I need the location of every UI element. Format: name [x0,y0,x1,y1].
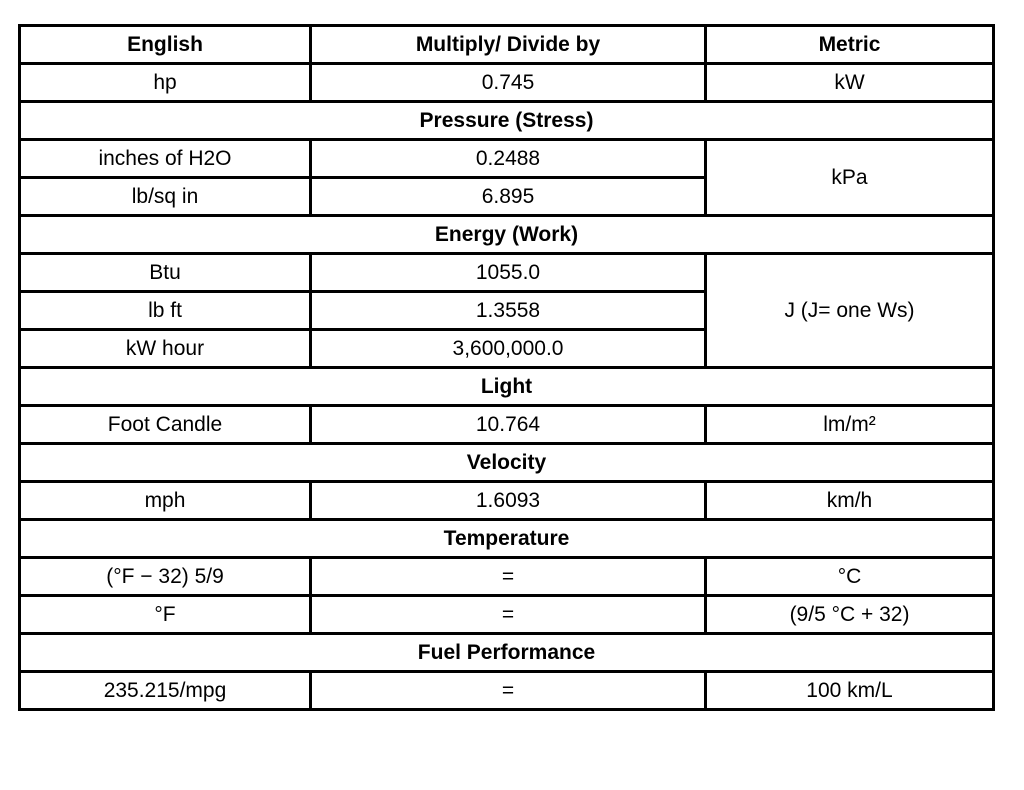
factor-cell: 6.895 [311,178,706,216]
section-title-temperature: Temperature [20,520,994,558]
factor-cell: = [311,596,706,634]
table-row [20,406,994,444]
english-cell: inches of H2O [20,140,311,178]
section-row [20,520,994,558]
factor-cell: 1.6093 [311,482,706,520]
table-row [20,672,994,710]
table-row [20,558,994,596]
table-row [20,482,994,520]
english-cell: mph [20,482,311,520]
metric-cell: lm/m² [706,406,994,444]
factor-cell: 1055.0 [311,254,706,292]
section-row [20,634,994,672]
factor-cell: = [311,672,706,710]
metric-cell: °C [706,558,994,596]
section-row [20,444,994,482]
header-english: English [20,26,311,64]
conversion-table [18,24,995,711]
factor-cell: 0.745 [311,64,706,102]
section-row [20,216,994,254]
english-cell: kW hour [20,330,311,368]
factor-cell: = [311,558,706,596]
english-cell: Foot Candle [20,406,311,444]
metric-cell: 100 km/L [706,672,994,710]
english-cell: lb ft [20,292,311,330]
factor-cell: 1.3558 [311,292,706,330]
metric-cell: kW [706,64,994,102]
metric-cell: km/h [706,482,994,520]
metric-cell: (9/5 °C + 32) [706,596,994,634]
header-metric: Metric [706,26,994,64]
section-title-velocity: Velocity [20,444,994,482]
section-title-energy: Energy (Work) [20,216,994,254]
table-row [20,254,994,292]
factor-cell: 3,600,000.0 [311,330,706,368]
english-cell: 235.215/mpg [20,672,311,710]
english-cell: (°F − 32) 5/9 [20,558,311,596]
metric-cell: J (J= one Ws) [706,254,994,368]
section-title-fuel: Fuel Performance [20,634,994,672]
metric-cell: kPa [706,140,994,216]
table-row [20,596,994,634]
header-row [20,26,994,64]
section-title-pressure: Pressure (Stress) [20,102,994,140]
factor-cell: 0.2488 [311,140,706,178]
english-cell: hp [20,64,311,102]
factor-cell: 10.764 [311,406,706,444]
header-factor: Multiply/ Divide by [311,26,706,64]
section-row [20,368,994,406]
section-title-light: Light [20,368,994,406]
table-row [20,64,994,102]
english-cell: lb/sq in [20,178,311,216]
section-row [20,102,994,140]
english-cell: Btu [20,254,311,292]
english-cell: °F [20,596,311,634]
table-row [20,140,994,178]
